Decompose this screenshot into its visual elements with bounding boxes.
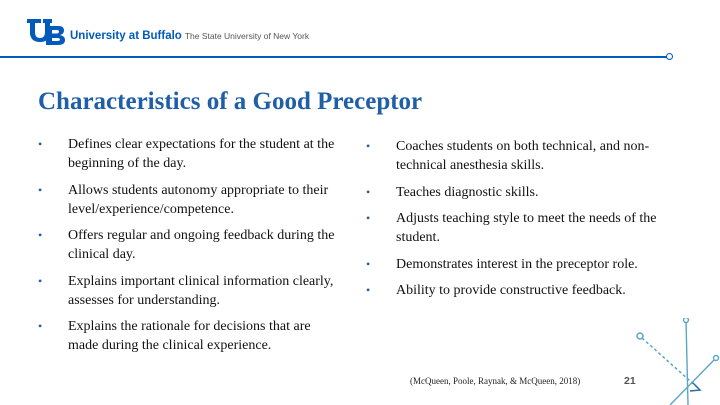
bullet-icon: • [366,211,371,225]
deco-dot [637,333,643,339]
bullet-icon: • [38,137,43,151]
list-item [366,209,686,247]
list-item-text: Coaches students on both technical, and non-technical anesthesia skills. [396,139,650,173]
ub-logo-icon [26,18,66,46]
deco-dot [714,356,719,361]
list-item [38,272,343,310]
list-item-text: Explains the rationale for decisions that are made during the clinical experience. [68,319,311,353]
header-rule [0,56,668,58]
list-item [366,137,686,175]
list-item-text: Ability to provide constructive feedback. [396,283,626,298]
header-rule-end-dot [666,53,673,60]
citation: (McQueen, Poole, Raynak, & McQueen, 2018) [410,376,581,386]
deco-line [686,320,688,405]
list-item-text: Adjusts teaching style to meet the needs of the student. [396,211,657,245]
bullet-icon: • [38,182,43,197]
decorative-lines-icon [630,318,720,405]
bullet-icon: • [366,184,371,199]
list-item [38,181,343,219]
list-item [38,135,343,173]
slide-header [0,0,720,62]
bullet-icon: • [366,256,371,271]
bullet-icon: • [38,228,43,242]
university-subtitle: The State University of New York [184,31,310,41]
university-name: University at Buffalo [70,30,182,42]
deco-dot [684,318,689,323]
list-item [366,255,686,274]
university-wordmark [70,26,309,44]
list-item-text: Allows students autonomy appropriate to their level/experience/competence. [68,182,329,217]
list-item-text: Demonstrates interest in the preceptor role. [396,256,638,272]
right-bullet-list [366,137,686,308]
bullet-icon: • [366,139,371,153]
bullet-icon: • [38,273,43,288]
bullet-icon: • [366,283,371,297]
list-item [38,317,343,355]
slide-title: Characteristics of a Good Preceptor [38,88,423,115]
page-number: 21 [624,375,636,387]
bullet-icon: • [38,319,43,333]
list-item [38,226,343,264]
left-bullet-list [38,135,343,363]
list-item-text: Defines clear expectations for the student at the beginning of the day. [68,137,335,171]
list-item [366,183,686,202]
list-item-text: Explains important clinical information clearly, assesses for understanding. [68,273,334,308]
list-item-text: Offers regular and ongoing feedback during the clinical day. [68,228,335,262]
list-item-text: Teaches diagnostic skills. [396,184,539,200]
deco-line [642,338,698,388]
deco-line [670,358,716,405]
list-item [366,281,686,300]
